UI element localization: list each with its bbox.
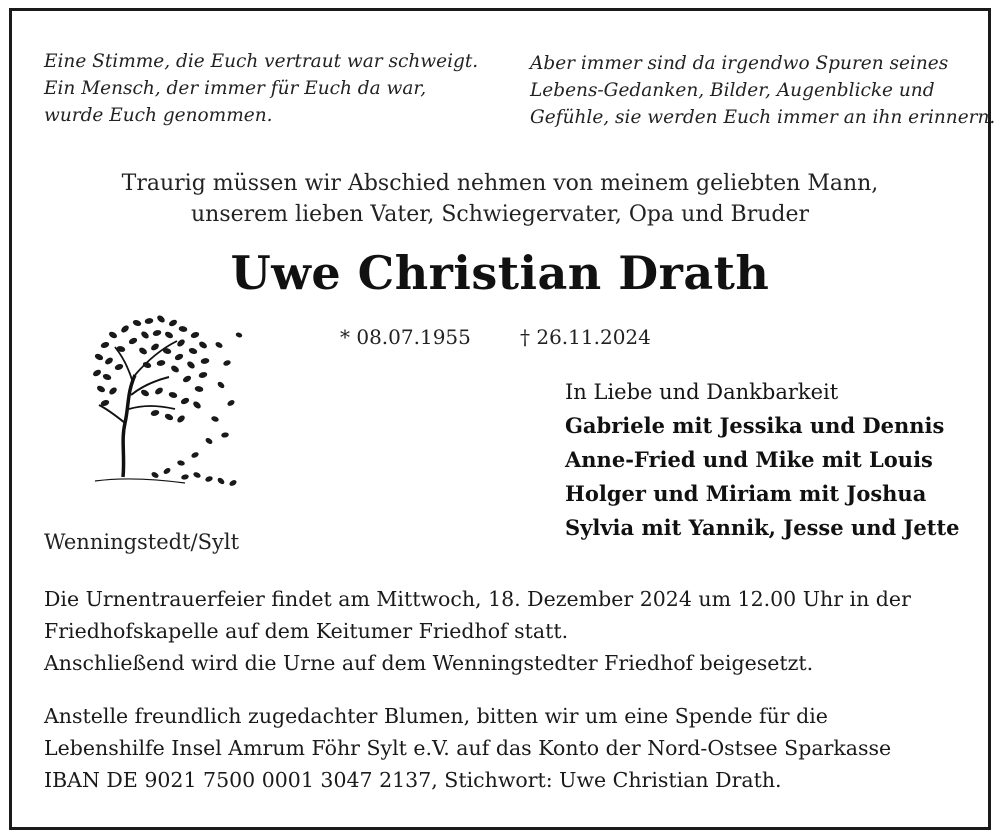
donation-line: Anstelle freundlich zugedachter Blumen, bitten wir um eine Spende für die <box>44 704 828 728</box>
mourners-intro: In Liebe und Dankbarkeit <box>565 380 839 404</box>
poem-right-line: Lebens-Gedanken, Bilder, Augenblicke und <box>530 80 935 101</box>
death-date: † 26.11.2024 <box>520 325 651 349</box>
mourner-line: Sylvia mit Yannik, Jesse und Jette <box>565 515 960 540</box>
mourners-block <box>565 375 960 545</box>
ceremony-line: Friedhofskapelle auf dem Keitumer Friedhof statt. <box>44 619 569 643</box>
birth-date: * 08.07.1955 <box>340 325 471 349</box>
mourner-line: Anne-Fried und Mike mit Louis <box>565 447 933 472</box>
poem-left-line: Ein Mensch, der immer für Euch da war, <box>44 78 427 99</box>
poem-right-line: Gefühle, sie werden Euch immer an ihn erinnern. <box>530 107 996 128</box>
ceremony-line: Anschließend wird die Urne auf dem Wenningstedter Friedhof beigesetzt. <box>44 651 814 675</box>
windblown-tree-icon <box>85 305 245 495</box>
donation-text <box>44 700 891 796</box>
deceased-name: Uwe Christian Drath <box>230 246 770 300</box>
intro-line: Traurig müssen wir Abschied nehmen von meinem geliebten Mann, <box>121 171 879 196</box>
intro-line: unserem lieben Vater, Schwiegervater, Opa und Bruder <box>191 202 809 227</box>
poem-right-line: Aber immer sind da irgendwo Spuren seines <box>530 53 949 74</box>
ceremony-text <box>44 583 911 679</box>
poem-right <box>530 50 995 131</box>
poem-left-line: Eine Stimme, die Euch vertraut war schweigt. <box>44 51 479 72</box>
mourner-line: Gabriele mit Jessika und Dennis <box>565 413 945 438</box>
donation-line: Lebenshilfe Insel Amrum Föhr Sylt e.V. auf das Konto der Nord-Ostsee Sparkasse <box>44 736 892 760</box>
poem-left <box>44 48 478 129</box>
place: Wenningstedt/Sylt <box>44 530 240 554</box>
donation-line: IBAN DE 9021 7500 0001 3047 2137, Stichwort: Uwe Christian Drath. <box>44 768 782 792</box>
ceremony-line: Die Urnentrauerfeier findet am Mittwoch, 18. Dezember 2024 um 12.00 Uhr in der <box>44 587 911 611</box>
poem-left-line: wurde Euch genommen. <box>44 105 273 126</box>
mourner-line: Holger und Miriam mit Joshua <box>565 481 927 506</box>
intro-text <box>0 168 1000 230</box>
